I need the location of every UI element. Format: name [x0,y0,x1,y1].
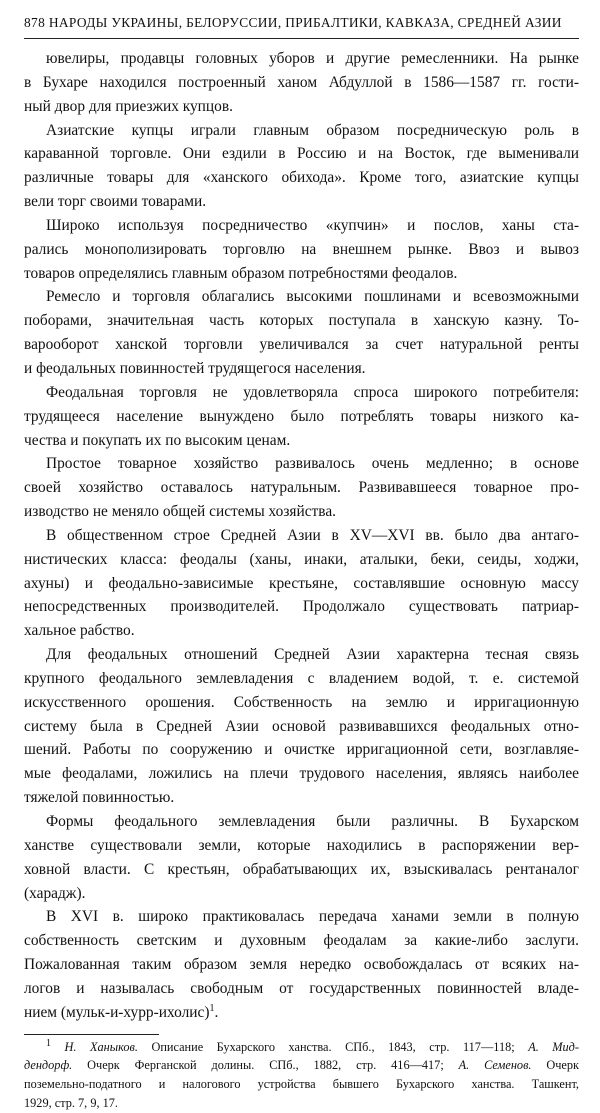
footnote-line [24,1038,579,1057]
line-text: чества и покупать их по высоким ценам. [24,431,291,449]
line-text: ювелиры, продавцы головных уборов и другие ремесленники. На рынке [46,50,579,67]
line-text: Для феодальных отношений Средней Азии характерна тесная связь [46,646,579,664]
text-line [24,786,579,810]
line-text: Простое товарное хозяйство развивалось очень медленно; в основе [46,455,579,473]
text-line [24,619,579,643]
line-text: искусственного орошения. Собственность на землю и ирригационную [24,693,579,711]
line-text: Ремесло и торговля облагались высокими пошлинами и всевозможными [46,288,579,306]
sentence-end: . [214,1003,219,1021]
line-text: В общественном строе Средней Азии в XV—XVI вв. было два антаго- [46,526,579,544]
footnote-line: поземельно-податного и налогового устройства бывшего Бухарского ханства. Ташкент, [24,1077,579,1092]
text-line [24,262,579,286]
text-line [24,572,579,596]
text-line [24,691,579,715]
line-text: ханстве существовали земли, которые находились в распоряжении вер- [24,836,579,854]
text-line [24,905,579,929]
text-line [24,548,579,572]
footnote-author: Н. Ханыков. [64,1039,138,1054]
line-text: изводство не меняло общей системы хозяйства. [24,503,337,521]
line-text: (харадж). [24,884,86,902]
text-line [24,500,579,524]
line-text: крупного феодального землевладения с владением водой, т. е. системой [24,669,579,687]
line-text: систему была в Средней Азии основой развивавшихся феодальных отно- [24,717,579,735]
line-text: тяжелой повинностью. [24,789,175,807]
line-text: вели торг своими товарами. [24,193,207,211]
text-line [24,214,579,238]
text-line [24,190,579,214]
footnote-reference: 1 [209,1002,215,1014]
text-line [24,381,579,405]
line-text: и феодальных повинностей трудящегося населения. [24,359,366,377]
text-line [24,977,579,1001]
line-text: В XVI в. широко практиковалась передача ханами земли в полную [46,908,579,926]
line-text: ховной власти. С крестьян, обрабатывающих их, взыскивалась рентаналог [24,860,579,878]
line-text: караванной торговле. Они ездили в Россию и на Восток, где выменивали [24,145,579,163]
text-line [24,834,579,858]
paragraph [24,381,579,453]
running-title: НАРОДЫ УКРАИНЫ, БЕЛОРУССИИ, ПРИБАЛТИКИ, КАВКАЗА, СРЕДНЕЙ АЗИИ [48,15,562,30]
footnote-line: 1929, стр. 7, 9, 17. [24,1095,118,1110]
line-text: нием (мульк-и-хурр-ихолис) [24,1003,210,1021]
paragraph [24,452,579,524]
text-line [24,357,579,381]
footnote-marker: 1 [46,1037,51,1049]
text-line [24,238,579,262]
text-line [24,715,579,739]
paragraph [24,285,579,380]
line-text: своей хозяйство оставалось натуральным. Развивавшееся товарное про- [24,479,579,497]
text-line [24,858,579,882]
line-text: собственность светским и духовным феодалам за какие-либо заслуги. [24,932,579,950]
text-line [24,762,579,786]
line-text: логов и называлась свободным от государственных повинностей владе- [24,979,579,997]
paragraph [24,524,579,643]
text-line [24,1001,579,1025]
line-text: Формы феодального землевладения были различны. В Бухарском [46,813,579,830]
text-line [24,953,579,977]
footnote-author: дендорф. [24,1058,73,1073]
footnote-line [24,1056,579,1075]
line-text: Широко используя посредничество «купчин» и послов, ханы ста- [46,216,579,234]
text-line [24,71,579,95]
text-line [24,738,579,762]
text-line [24,95,579,119]
line-text: в Бухаре находился построенный ханом Абдуллой в 1586—1587 гг. гости- [24,73,579,91]
paragraph [24,119,579,214]
line-text: Азиатские купцы играли главным образом посредническую роль в [46,121,579,139]
footnote-text: Очерк [546,1058,580,1073]
text-line [24,285,579,309]
text-line [24,166,579,190]
paragraph [24,905,579,1024]
footnote [24,1038,579,1113]
text-line [24,309,579,333]
text-line [24,142,579,166]
line-text: шений. Работы по сооружению и очистке ирригационной сети, возглавляе- [24,741,579,759]
page-number: 878 [24,15,46,30]
text-line [24,429,579,453]
text-line [24,333,579,357]
text-line [24,810,579,834]
line-text: нистических класса: феодалы (ханы, инаки, аталыки, беки, сеиды, ходжи, [24,550,579,568]
line-text: хальное рабство. [24,622,135,640]
text-line [24,524,579,548]
text-line [24,882,579,906]
line-text: ный двор для приезжих купцов. [24,97,233,115]
header-rule [24,38,579,39]
text-line [24,405,579,429]
line-text: непосредственных производителей. Продолжало существовать патриар- [24,598,579,616]
line-text: варооборот ханской торговли увеличивался за счет натуральной ренты [24,336,579,354]
line-text: Пожалованная таким образом земля нередко освобождалась от всяких на- [24,956,579,974]
main-text [24,47,579,1025]
paragraph [24,643,579,810]
paragraph [24,810,579,905]
line-text: различные товары для «ханского обихода». Кроме того, азиатские купцы [24,169,579,187]
text-line [24,929,579,953]
text-line [24,476,579,500]
line-text: поборами, значительная часть которых поступала в ханскую казну. То- [24,312,579,330]
line-text: товаров определялись главным образом потребностями феодалов. [24,264,458,282]
text-line [24,667,579,691]
text-line [24,452,579,476]
footnote-rule [24,1034,159,1035]
running-header [24,14,579,32]
text-line [24,595,579,619]
text-line [24,643,579,667]
line-text: ахуны) и феодально-зависимые крестьяне, составлявшие основную массу [24,574,579,592]
line-text: рались монополизировать торговлю на внешнем рынке. Ввоз и вывоз [24,240,579,258]
footnote-author: А. Семенов. [458,1058,532,1073]
paragraph [24,214,579,286]
text-line [24,47,579,71]
footnote-author: А. Мид- [528,1039,579,1054]
line-text: трудящееся население вынуждено было потреблять товары низкого ка- [24,407,579,425]
line-text: Феодальная торговля не удовлетворяла спроса широкого потребителя: [46,383,579,401]
book-page [24,14,579,1113]
footnote-text: Очерк Ферганской долины. СПб., 1882, стр. 416—417; [87,1058,444,1073]
paragraph [24,47,579,119]
text-line [24,119,579,143]
line-text: мые феодалами, ложились на плечи трудового населения, являясь наиболее [24,765,579,783]
footnote-text: Описание Бухарского ханства. СПб., 1843, стр. 117—118; [151,1039,515,1054]
